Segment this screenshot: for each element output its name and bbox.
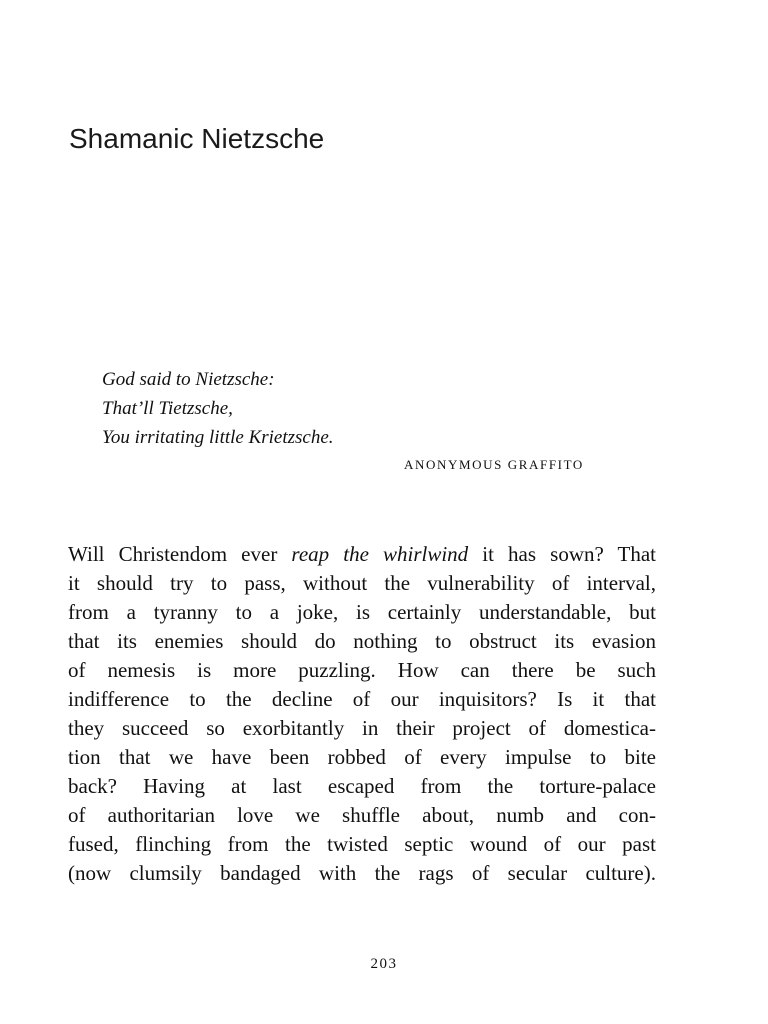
body-line: indifference to the decline of our inquisitors? Is it that	[68, 687, 656, 711]
body-line: of nemesis is more puzzling. How can there be such	[68, 658, 656, 682]
body-line: tion that we have been robbed of every impulse to bite	[68, 745, 656, 769]
emphasized-phrase: reap the whirlwind	[291, 542, 469, 566]
epigraph	[102, 365, 642, 472]
epigraph-attribution: ANONYMOUS GRAFFITO	[404, 457, 584, 472]
page-number: 203	[370, 956, 398, 972]
body-text-segment: it has sown? That	[468, 542, 657, 566]
body-text-segment: Will Christendom ever	[68, 542, 292, 566]
epigraph-line: You irritating little Krietzsche.	[102, 427, 334, 448]
body-paragraph	[68, 540, 656, 888]
body-line	[68, 540, 656, 569]
epigraph-line: That’ll Tietzsche,	[102, 398, 233, 419]
body-line: they succeed so exorbitantly in their project of domestica-	[68, 716, 656, 740]
body-line: of authoritarian love we shuffle about, numb and con-	[68, 803, 656, 827]
body-line: that its enemies should do nothing to obstruct its evasion	[68, 629, 656, 653]
epigraph-line: God said to Nietzsche:	[102, 369, 275, 390]
body-line: from a tyranny to a joke, is certainly understandable, but	[68, 600, 656, 624]
body-line: back? Having at last escaped from the torture-palace	[68, 774, 656, 798]
chapter-title: Shamanic Nietzsche	[69, 123, 325, 154]
body-line: it should try to pass, without the vulnerability of interval,	[68, 571, 656, 595]
body-line: (now clumsily bandaged with the rags of secular culture).	[68, 861, 656, 885]
body-line: fused, flinching from the twisted septic wound of our past	[68, 832, 656, 856]
